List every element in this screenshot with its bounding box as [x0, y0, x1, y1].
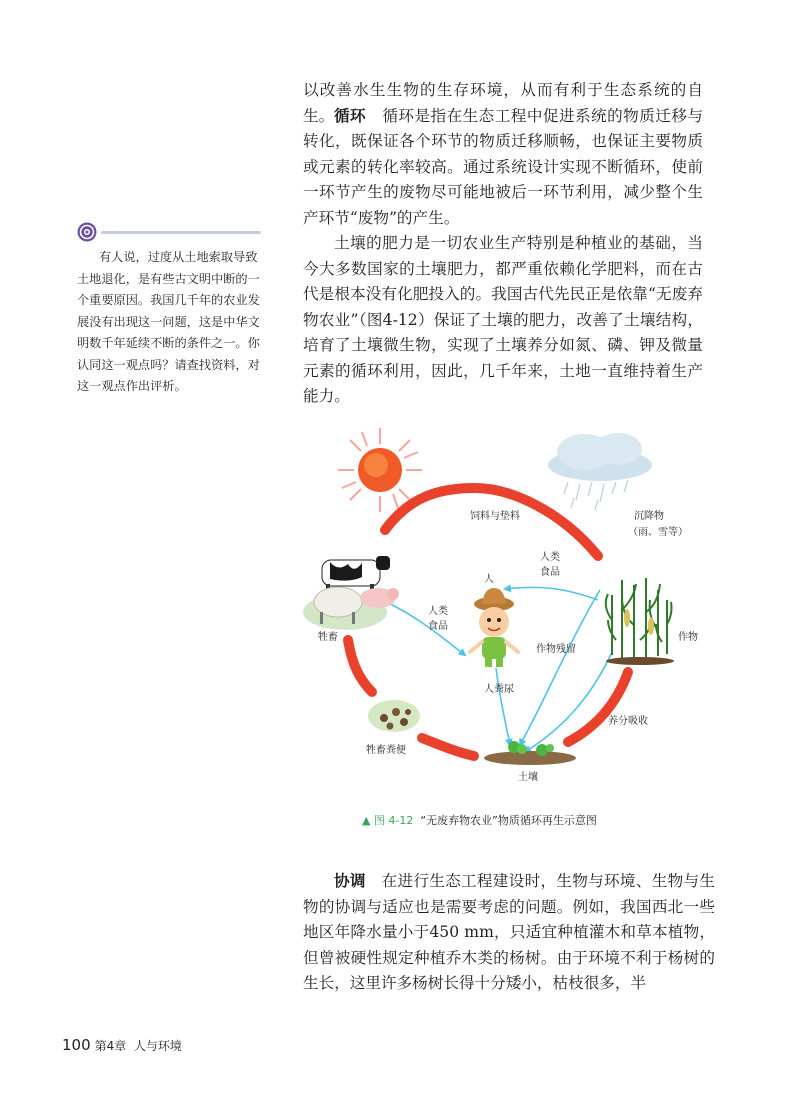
chapter-number: 第4章 [94, 1039, 127, 1053]
paragraph-coordination [303, 869, 715, 997]
food-right-arrow [505, 587, 598, 600]
label-food-left-1: 人类 [428, 606, 448, 617]
soil-text: 土壤的肥力是一切农业生产特别是种植业的基础，当今大多数国家的土壤肥力，都严重依赖化学肥料，而在古代是根本没有化肥投入的。我国古代先民正是依靠“无废弃物农业”（图4-12）保证了土壤的肥力，改善了土壤结构，培育了土壤微生物，实现了土壤养分如氮、磷、钾及微量元素的循环利用，因此，几千年来，土地一直维持着生产能力。 [303, 234, 703, 405]
residue-arrow-2 [520, 590, 600, 745]
label-human: 人 [484, 574, 494, 585]
label-feed: 饲料与垫料 [470, 511, 520, 522]
label-nutrient: 养分吸收 [608, 716, 648, 727]
manure-icon [368, 700, 420, 732]
food-left-arrow [388, 603, 465, 655]
label-manure: 牲畜粪便 [366, 745, 406, 756]
livestock-down-arrow [348, 640, 372, 692]
livestock-icon [303, 556, 399, 630]
chapter-title: 人与环境 [133, 1039, 182, 1053]
feed-arrow [385, 488, 598, 556]
figure-caption [362, 812, 597, 828]
label-precip-1: 沉降物 [634, 511, 664, 522]
sun-icon [338, 428, 422, 512]
rain-cloud-icon [548, 433, 652, 510]
label-crops: 作物 [678, 632, 698, 643]
corn-crop-icon [606, 578, 674, 665]
caption-text: “无废弃物农业”物质循环再生示意图 [420, 814, 597, 827]
label-food-right-1: 人类 [540, 552, 560, 563]
cycle-text: 循环是指在生态工程中促进系统的物质迁移与转化，既保证各个环节的物质迁移顺畅，也保证主要物质或元素的转化率较高。通过系统设计实现不断循环，使前一环节产生的废物尽可能地被后一环节利用，减少整个生产环节“废物”的产生。 [303, 106, 703, 227]
coord-term: 协调 [334, 872, 366, 890]
sidebar-text: 有人说，过度从土地索取导致土地退化，是有些古文明中断的一个重要原因。我国几千年的农业发展没有出现这一问题，这是中华文明数千年延续不断的条件之一。你认同这一观点吗？请查找资料，对这一观点作出评析。 [77, 250, 260, 393]
caption-number: ▲ 图 4-12 [362, 814, 414, 827]
coord-text: 在进行生态工程建设时，生物与环境、生物与生物的协调与适应也是需要考虑的问题。例如，我国西北一些地区年降水量小于450 mm，只适宜种植灌木和草本植物，但曾被硬性规定种植乔木类的杨树。由于环境不利于杨树的生长，这里许多杨树长得十分矮小，枯枝很多，半 [303, 872, 715, 992]
label-precip-2: （雨、雪等） [628, 527, 688, 538]
top-line-text: 以改善水生生物的生存环境，从而有利于生态系统的自生。 [303, 81, 703, 125]
manure-arrow [422, 738, 474, 756]
label-food-right-2: 食品 [540, 567, 560, 578]
label-residue: 作物残留 [536, 644, 576, 655]
label-livestock: 牲畜 [318, 632, 338, 643]
cycle-term: 循环 [334, 106, 367, 125]
human-icon [470, 588, 518, 667]
page-number: 100 [62, 1036, 91, 1054]
label-food-left-2: 食品 [428, 621, 448, 632]
soil-icon [484, 741, 576, 765]
page-footer [62, 1036, 182, 1054]
label-human-waste: 人粪尿 [484, 684, 514, 695]
human-waste-arrow [496, 668, 510, 745]
label-soil: 土壤 [518, 772, 538, 783]
